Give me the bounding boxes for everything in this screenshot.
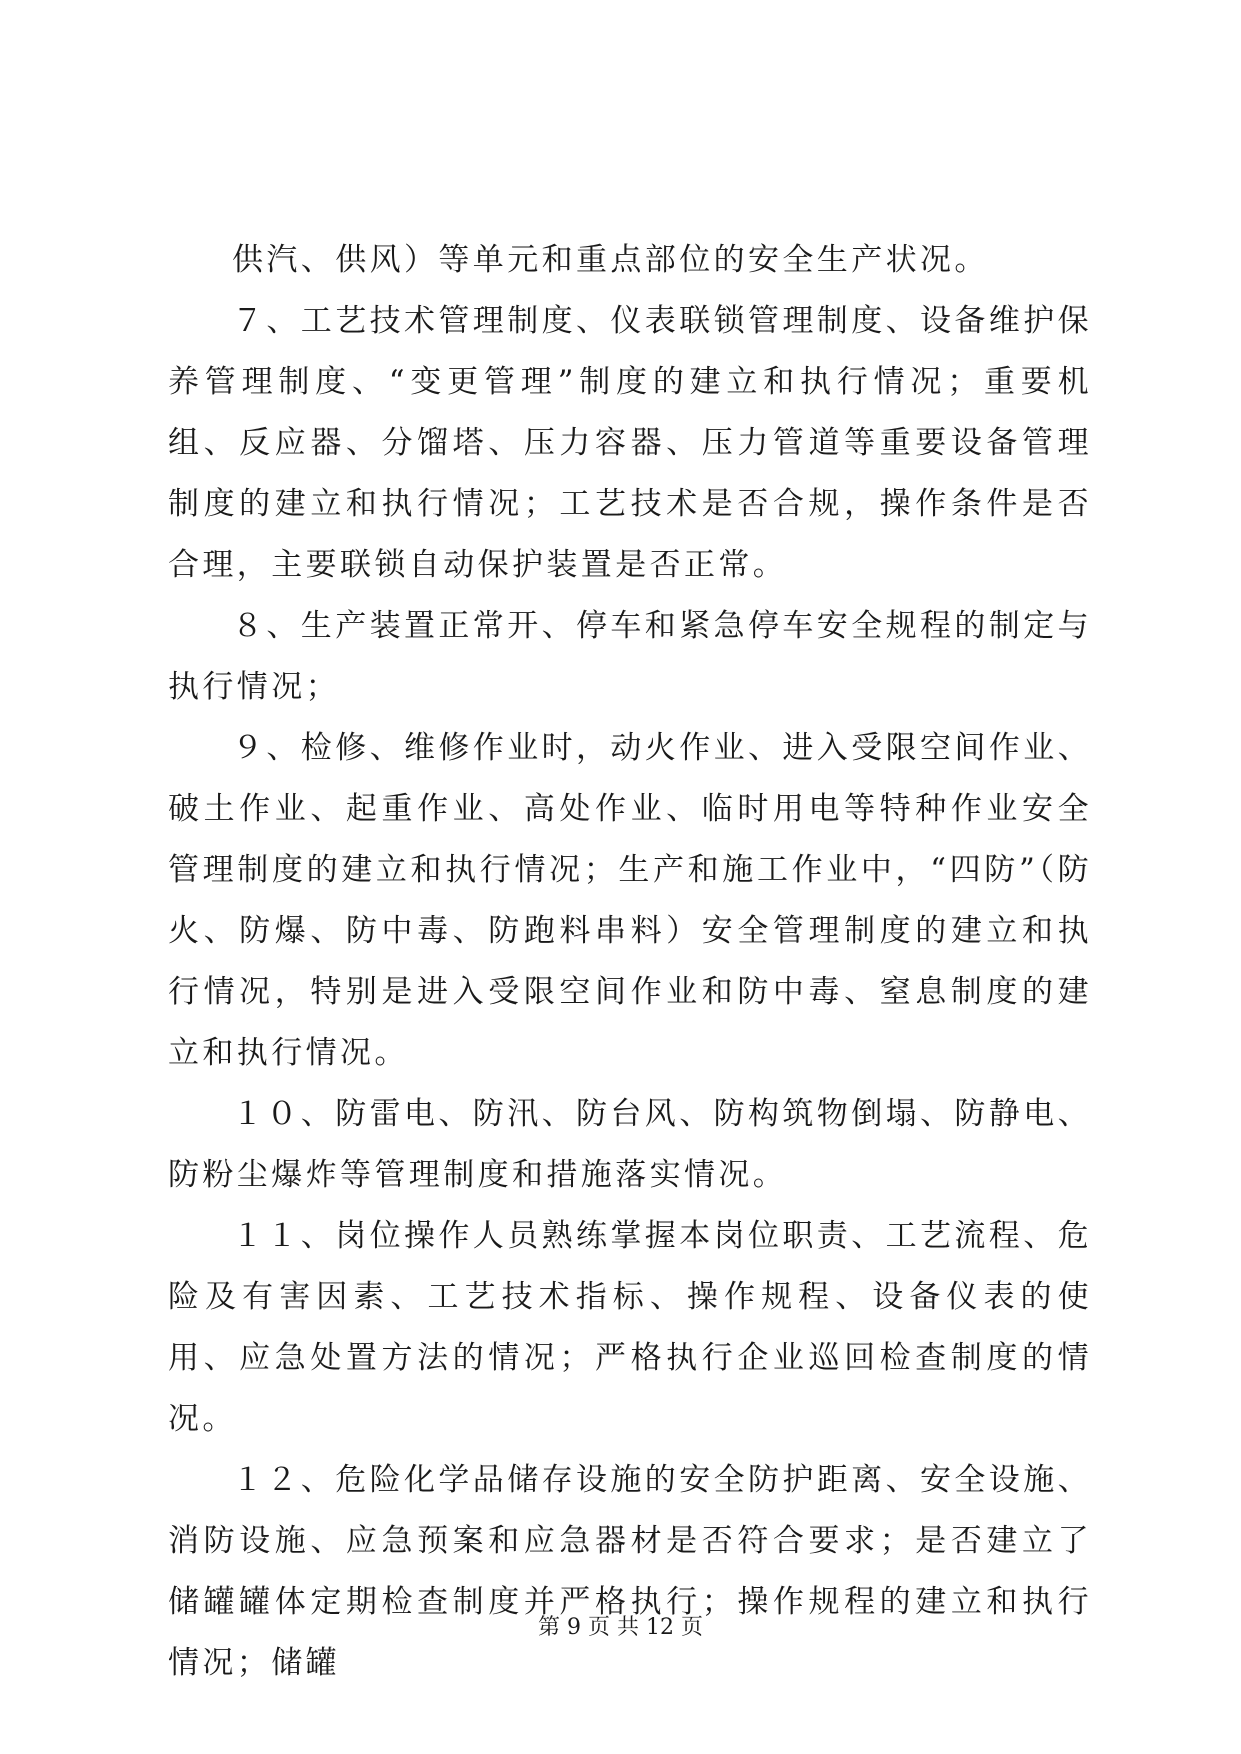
paragraph-item-11: １１、岗位操作人员熟练掌握本岗位职责、工艺流程、危险及有害因素、工艺技术指标、操作规程、设备仪表的使用、应急处置方法的情况；严格执行企业巡回检查制度的情况。	[168, 1218, 1092, 1437]
paragraph-item-8: ８、生产装置正常开、停车和紧急停车安全规程的制定与执行情况；	[168, 608, 1092, 705]
paragraph-item-12: １２、危险化学品储存设施的安全防护距离、安全设施、消防设施、应急预案和应急器材是否符合要求；是否建立了储罐罐体定期检查制度并严格执行；操作规程的建立和执行情况；储罐	[168, 1462, 1092, 1681]
paragraph-continuation: 供汽、供风）等单元和重点部位的安全生产状况。	[232, 242, 989, 278]
paragraph-item-7: ７、工艺技术管理制度、仪表联锁管理制度、设备维护保养管理制度、“变更管理”制度的建立和执行情况；重要机组、反应器、分馏塔、压力容器、压力管道等重要设备管理制度的建立和执行情况；工艺技术是否合规，操作条件是否合理，主要联锁自动保护装置是否正常。	[168, 303, 1092, 583]
paragraph-item-10: １０、防雷电、防汛、防台风、防构筑物倒塌、防静电、防粉尘爆炸等管理制度和措施落实情况。	[168, 1096, 1092, 1193]
document-body	[168, 230, 1092, 1694]
paragraph-item-9: ９、检修、维修作业时，动火作业、进入受限空间作业、破土作业、起重作业、高处作业、临时用电等特种作业安全管理制度的建立和执行情况；生产和施工作业中，“四防”（防火、防爆、防中毒、防跑料串料）安全管理制度的建立和执行情况，特别是进入受限空间作业和防中毒、窒息制度的建立和执行情况。	[168, 730, 1092, 1071]
page-footer	[0, 1610, 1241, 1641]
page-number: 第 9 页 共 12 页	[538, 1615, 703, 1640]
